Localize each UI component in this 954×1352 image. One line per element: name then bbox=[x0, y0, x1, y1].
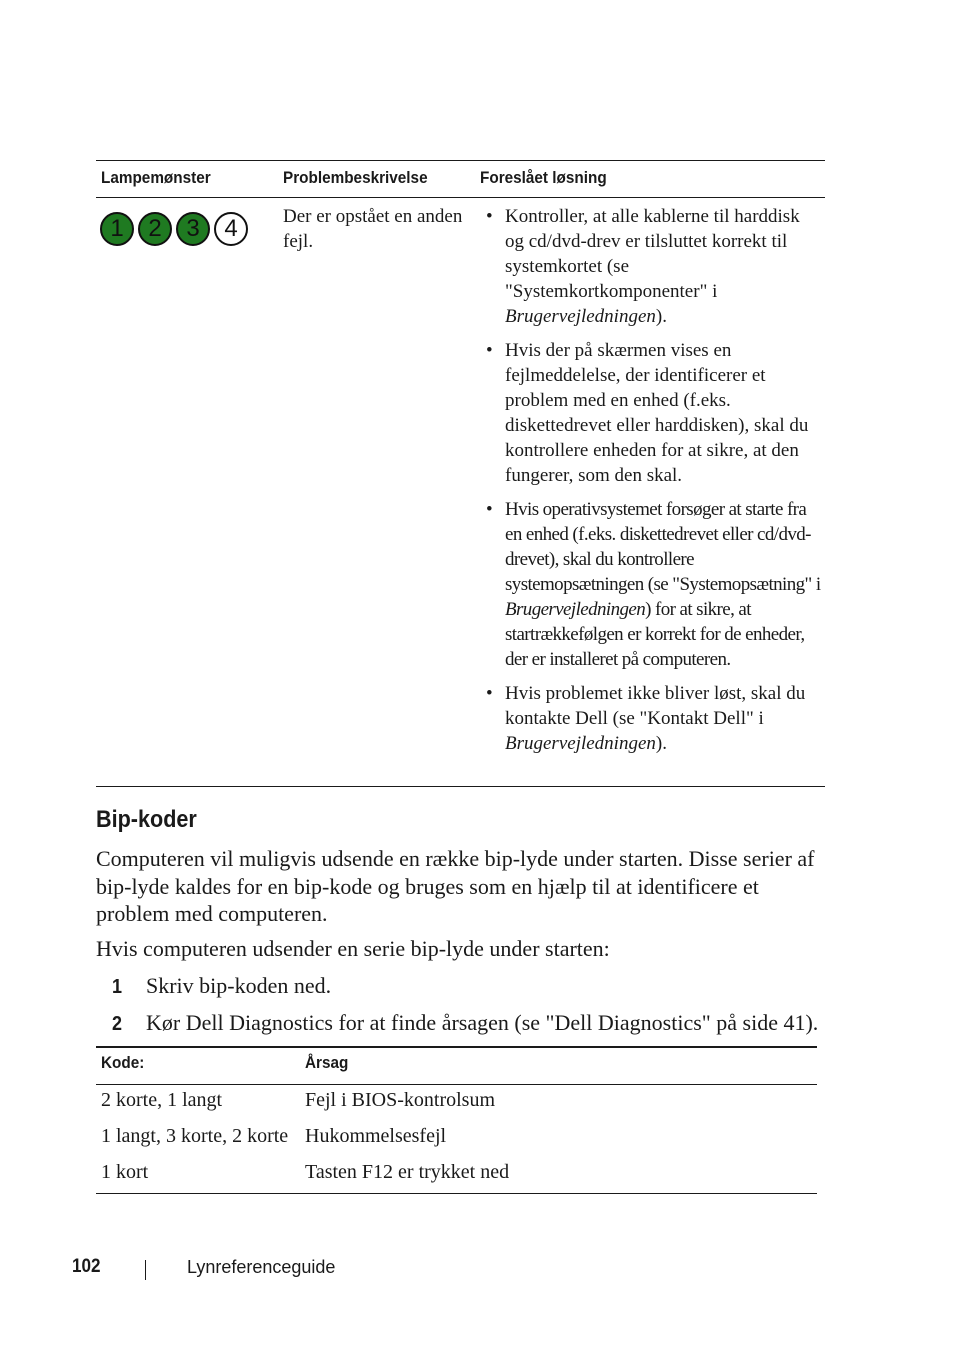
page-number: 102 bbox=[72, 1256, 101, 1277]
code-cell: 1 langt, 3 korte, 2 korte bbox=[101, 1125, 289, 1147]
cause-cell: Tasten F12 er trykket ned bbox=[305, 1161, 510, 1183]
intro-paragraph: Computeren vil muligvis udsende en række bip-lyde under starten. Disse serier af bip-lyde kaldes for en bip-kode og bruges som en hjælp til at identificere et problem med computeren. bbox=[96, 846, 815, 926]
lamp-pattern-table bbox=[96, 160, 825, 787]
section-heading: Bip-koder bbox=[96, 806, 197, 833]
solution-item: • Hvis operativsystemet forsøger at starte fra en enhed (f.eks. diskettedrevet eller cd/dvd-drevet), skal du kontrollere systemopsætningen (se "Systemopsætning" i Brugervejledningen) for at sikre, at startrækkefølgen er korrekt for de enheder, der er installeret på computeren. bbox=[482, 497, 822, 672]
table-row bbox=[96, 198, 825, 786]
beep-code-table bbox=[96, 1046, 817, 1194]
diagnostic-light-3-icon: 3 bbox=[176, 212, 210, 246]
problem-description: Der er opstået en anden fejl. bbox=[283, 206, 463, 252]
solution-list bbox=[482, 204, 822, 765]
header-code: Kode: bbox=[101, 1053, 145, 1072]
cause-cell: Hukommelsesfejl bbox=[305, 1125, 447, 1147]
table-header-row bbox=[96, 1048, 817, 1084]
step-2 bbox=[112, 1009, 818, 1038]
solution-item: • Hvis problemet ikke bliver løst, skal du kontakte Dell (se "Kontakt Dell" i Brugervejledningen). bbox=[482, 681, 822, 756]
diagnostic-lights bbox=[100, 212, 248, 246]
header-lamp-pattern: Lampemønster bbox=[101, 168, 211, 187]
code-cell: 2 korte, 1 langt bbox=[101, 1089, 223, 1111]
lead-paragraph: Hvis computeren udsender en serie bip-lyde under starten: bbox=[96, 936, 610, 961]
user-guide-reference: Brugervejledningen bbox=[505, 599, 646, 620]
table-header-row bbox=[96, 161, 825, 197]
table-bottom-rule bbox=[96, 786, 825, 787]
user-guide-reference: Brugervejledningen bbox=[505, 306, 656, 327]
table-bottom-rule bbox=[96, 1193, 817, 1194]
cause-cell: Fejl i BIOS-kontrolsum bbox=[305, 1089, 496, 1111]
code-cell: 1 kort bbox=[101, 1161, 149, 1183]
solution-item: • Kontroller, at alle kablerne til harddisk og cd/dvd-drev er tilsluttet korrekt til systemkortet (se "Systemkortkomponenter" i Brugervejledningen). bbox=[482, 204, 822, 329]
step-1 bbox=[112, 972, 331, 1001]
header-suggested-solution: Foreslået løsning bbox=[480, 168, 607, 187]
table-row bbox=[96, 1157, 817, 1193]
step-text: Kør Dell Diagnostics for at finde årsagen (se "Dell Diagnostics" på side 41). bbox=[146, 1010, 819, 1035]
step-number: 2 bbox=[112, 1013, 123, 1035]
header-cause: Årsag bbox=[305, 1053, 349, 1072]
header-problem-description: Problembeskrivelse bbox=[283, 168, 428, 187]
user-guide-reference: Brugervejledningen bbox=[505, 733, 656, 754]
diagnostic-light-1-icon: 1 bbox=[100, 212, 134, 246]
footer-title: Lynreferenceguide bbox=[187, 1257, 336, 1277]
diagnostic-light-2-icon: 2 bbox=[138, 212, 172, 246]
table-row bbox=[96, 1121, 817, 1157]
footer-separator bbox=[145, 1260, 146, 1280]
table-row bbox=[96, 1085, 817, 1121]
solution-item: • Hvis der på skærmen vises en fejlmeddelelse, der identificerer et problem med en enhed (f.eks. diskettedrevet eller harddisken), skal du kontrollere enheden for at sikre, at den fungerer, som den skal. bbox=[482, 338, 822, 488]
step-text: Skriv bip-koden ned. bbox=[146, 973, 332, 998]
diagnostic-light-4-icon: 4 bbox=[214, 212, 248, 246]
step-number: 1 bbox=[112, 976, 123, 998]
